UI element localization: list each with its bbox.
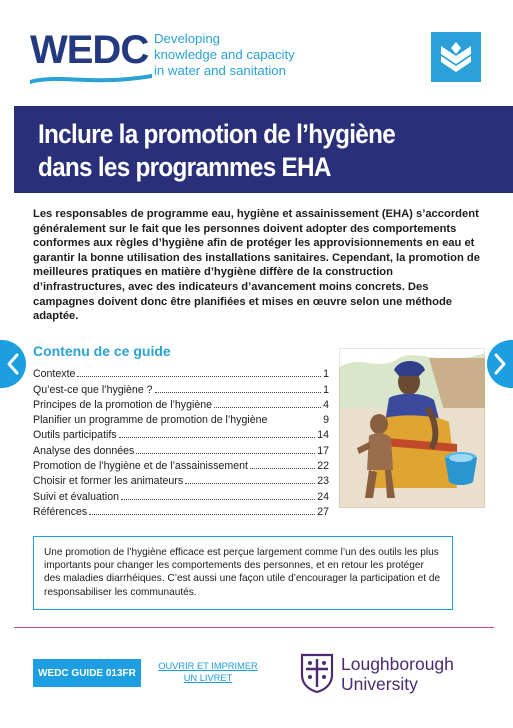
footer-divider [14,627,494,628]
tagline-line-1: Developing [154,31,220,46]
university-line-1: Loughborough [341,654,454,674]
toc-item[interactable] [33,487,329,502]
toc-item-page: 22 [317,460,329,473]
guide-number-badge: WEDC GUIDE 013FR [33,659,141,687]
toc-item-label: Références [33,505,88,518]
toc-item-page: 1 [323,383,329,396]
table-of-contents [33,365,329,518]
toc-item-label: Qu’est-ce que l’hygiène ? [33,383,153,396]
summary-callout: Une promotion de l’hygiène efficace est perçue largement comme l’un des outils les plus importants pour changer les comportements des personnes, et en retour les protéger des maladies diarrhéiques. C’est aussi une façon utile d’encourager la participation et de responsabiliser les communautés. [33,536,453,610]
toc-leader [121,499,315,500]
toc-leader [185,483,315,484]
toc-item[interactable] [33,365,329,380]
toc-item-label: Principes de la promotion de l’hygiène [33,398,213,411]
toc-item-page: 1 [323,368,329,381]
page-title-line-1: Inclure la promotion de l’hygiène [38,119,396,149]
toc-item-page: 23 [317,475,329,488]
page-title [38,118,452,184]
loughborough-crest-icon [300,653,334,693]
toc-item-page: 9 [323,414,329,427]
open-link-line-2: UN LIVRET [183,673,233,683]
toc-leader [89,514,315,515]
toc-item-label: Planifier un programme de promotion de l’hygiène [33,414,268,427]
tagline-line-2: knowledge and capacity [154,47,295,62]
toc-leader [119,437,316,438]
toc-item[interactable] [33,426,329,441]
illustration-hygiene-scene [339,348,485,508]
wedc-corner-icon [431,32,481,82]
intro-paragraph: Les responsables de programme eau, hygiène et assainissement (EHA) s’accordent généralement sur le fait que les personnes doivent adopter des comportements conformes aux règles d’hygiène afin de protéger les approvisionnements en eau et garantir la bonne utilisation des installations sanitaires. Cependant, la promotion de meilleures pratiques en matière d’hygiène diffère de la construction d’infrastructures, avec des indicateurs d’avancement moins concrets. Des campagnes doivent donc être planifiées et mises en œuvre selon une méthode adaptée. [33,208,480,323]
chevron-left-icon [6,352,20,376]
open-print-booklet-link[interactable] [149,660,267,684]
toc-item-page: 27 [317,505,329,518]
toc-leader [155,392,322,393]
toc-item-page: 24 [317,490,329,503]
toc-item[interactable] [33,457,329,472]
toc-item-label: Contexte [33,368,76,381]
toc-item[interactable] [33,441,329,456]
toc-item-label: Promotion de l’hygiène et de l’assainissement [33,460,248,473]
wedc-logo-text: WEDC [30,28,149,72]
toc-item[interactable] [33,503,329,518]
toc-leader [214,407,321,408]
page-title-line-2: dans les programmes EHA [38,152,331,182]
wedc-wave-icon [30,70,152,86]
open-link-line-1: OUVRIR ET IMPRIMER [158,661,258,671]
toc-leader [136,453,315,454]
toc-item[interactable] [33,411,329,426]
toc-item-page: 14 [317,429,329,442]
loughborough-university-name [341,654,454,694]
toc-leader [77,376,321,377]
chevron-right-icon [493,352,507,376]
university-line-2: University [341,674,418,694]
toc-item-label: Suivi et évaluation [33,490,119,503]
tagline-line-3: in water and sanitation [154,63,286,78]
toc-item[interactable] [33,472,329,487]
toc-item[interactable] [33,396,329,411]
previous-page-button[interactable] [0,340,26,388]
toc-leader [250,468,315,469]
wedc-logo [30,30,152,86]
toc-item-page: 17 [317,444,329,457]
toc-item-label: Outils participatifs [33,429,117,442]
toc-item-label: Analyse des données [33,444,135,457]
toc-item-label: Choisir et former les animateurs [33,475,184,488]
toc-heading: Contenu de ce guide [33,343,171,359]
toc-item-page: 4 [323,398,329,411]
wedc-tagline [154,31,295,79]
toc-item[interactable] [33,380,329,395]
next-page-button[interactable] [487,340,513,388]
